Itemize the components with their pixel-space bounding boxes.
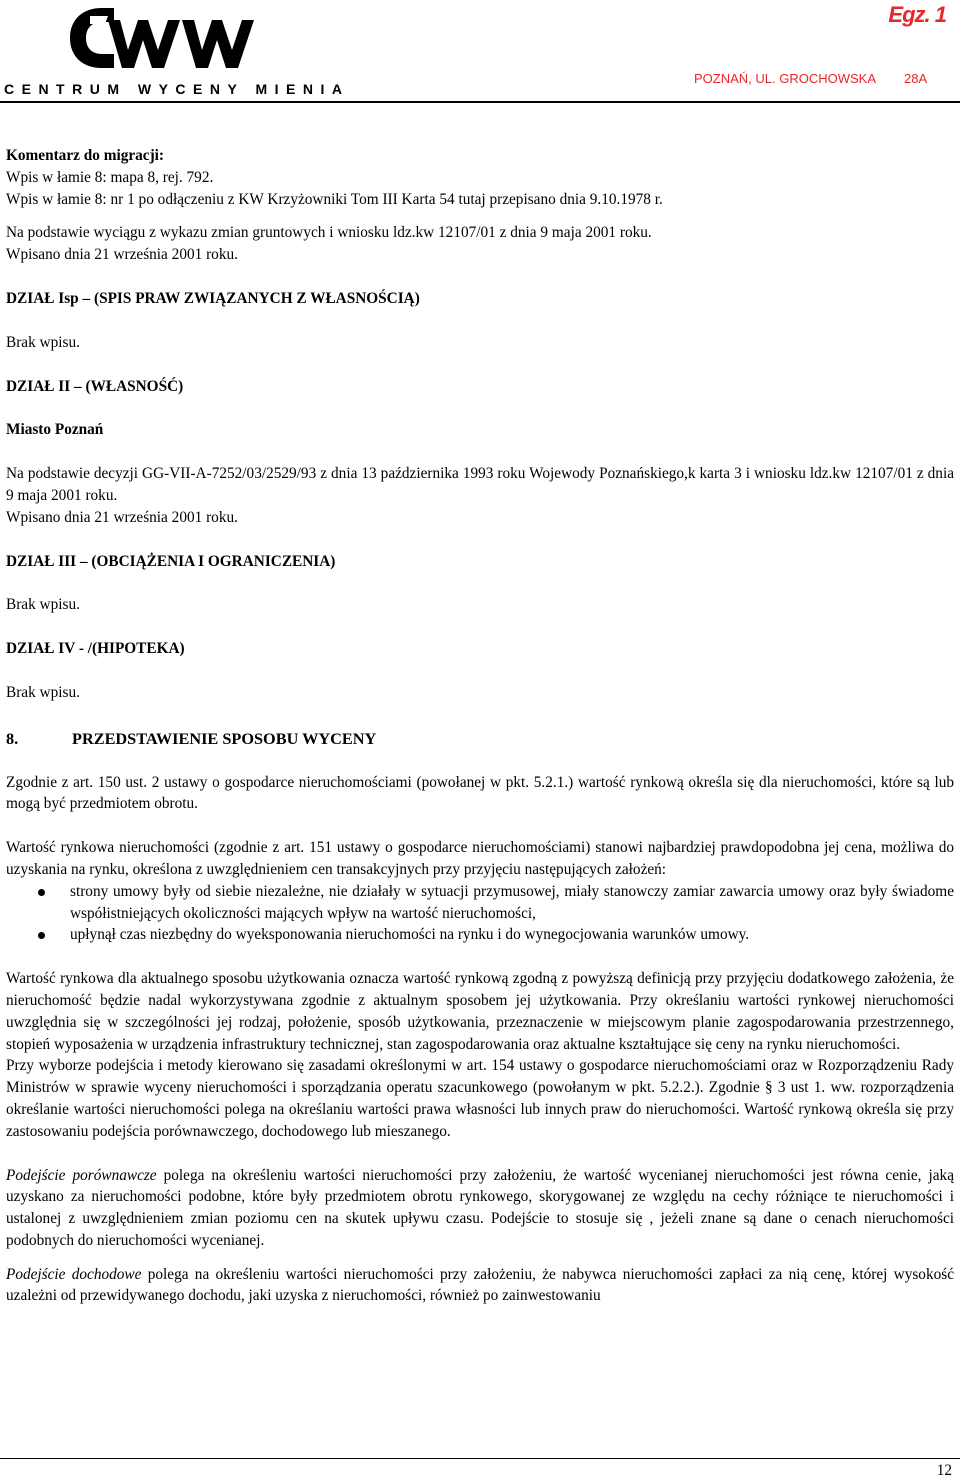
section-heading-iv: DZIAŁ IV - /(HIPOTEKA) [6,640,185,658]
paragraph: Zgodnie z art. 150 ust. 2 ustawy o gospodarce nieruchomościami (powołanej w pkt. 5.2.1.) wartość rynkową określa się dla nieruchomości, które są lub mogą być przedmiotem obrotu. [6,773,954,813]
paragraph: Wartość rynkowa dla aktualnego sposobu użytkowania oznacza wartość rynkową zgodną z powyższą definicją przy przyjęciu dodatkowego założenia, że nieruchomość będzie nadal wykorzystywana zgodnie z aktualnym sposobem jej użytkowania. Przy określaniu wartości rynkowej nieruchomości uwzględnia się w szczególności jej rodzaj, położenie, sposób użytkowania, przeznaczenie w miejscowym planie zagospodarowania przestrzennego, stopień wyposażenia w urządzenia infrastruktury technicznej, stan zagospodarowania oraz aktualne kształtujące się ceny na rynku nieruchomości. [6,970,954,1053]
section-text-iii: Brak wpisu. [6,596,80,614]
brand-name: CENTRUM WYCENY MIENIA [4,81,350,97]
migration-line: Wpis w łamie 8: nr 1 po odłączeniu z KW Krzyżowniki Tom III Karta 54 tutaj przepisano dnia 9.10.1978 r. [6,190,663,208]
section-heading-ii: DZIAŁ II – (WŁASNOŚĆ) [6,377,184,395]
list-item: strony umowy były od siebie niezależne, nie działały w sytuacji przymusowej, miały stanowczy zamiar zawarcia umowy oraz były świadome współistniejących okoliczności mających wpływ na wartość nieruchomości, [6,881,954,925]
owner-name: Miasto Poznań [6,421,104,439]
section-heading-isp: DZIAŁ Isp – (SPIS PRAW ZWIĄZANYCH Z WŁASNOŚCIĄ) [6,289,420,307]
term-income: Podejście dochodowe [6,1265,142,1283]
term-comparative: Podejście porównawcze [6,1166,157,1184]
bullet-icon [38,889,45,896]
migration-line: Wpisano dnia 21 września 2001 roku. [6,246,238,264]
page-header [0,0,960,100]
list-item: upłynął czas niezbędny do wyeksponowania nieruchomości na rynku i do wynegocjowania warunków umowy. [6,924,954,946]
migration-line: Wpis w łamie 8: mapa 8, rej. 792. [6,168,214,186]
exhibit-label: Egz. 1 [888,2,946,27]
paragraph: Przy wyborze podejścia i metody kierowano się zasadami określonymi w art. 154 ustawy o gospodarce nieruchomościami oraz w Rozporządzeniu Rady Ministrów w sprawie wyceny nieruchomości i sporządzania operatu szacunkowego (powołanym w pkt. 5.2.2.). Zgodnie § 3 ust 1. ww. rozporządzenia określanie wartości nieruchomości polega na określaniu wartości prawa własności lub innych praw do nieruchomości. Wartość rynkową określa się przy zastosowaniu podejścia porównawczego, dochodowego lub mieszanego. [6,1057,954,1140]
page-number: 12 [936,1462,952,1479]
cwm-logo-icon [68,6,266,70]
section-text-iv: Brak wpisu. [6,683,80,701]
migration-title: Komentarz do migracji: [6,147,165,164]
migration-line: Na podstawie wyciągu z wykazu zmian gruntowych i wniosku ldz.kw 12107/01 z dnia 9 maja 2001 roku. [6,224,652,242]
document-body [6,145,954,1307]
chapter-number: 8. [6,728,19,748]
chapter-title: PRZEDSTAWIENIE SPOSOBU WYCENY [72,728,377,748]
chapter-heading [6,728,954,750]
section-heading-iii: DZIAŁ III – (OBCIĄŻENIA I OGRANICZENIA) [6,552,336,570]
paragraph-comparative: Podejście porównawcze polega na określeniu wartości nieruchomości przy założeniu, że wartość wycenianej nieruchomości jest równa cenie, jaką uzyskano za nieruchomości podobne, które były przedmiotem obrotu rynkowego, skorygowanej ze względu na cechy różniące te nieruchomości i ustalonej z uwzględnieniem zmian poziomu cen na skutek upływu czasu. Podejście to stosuje się , jeżeli znane są dane o cenach nieruchomości podobnych do nieruchomości wycenianej. [6,1166,954,1249]
header-divider [0,101,960,103]
paragraph: Wartość rynkowa nieruchomości (zgodnie z art. 151 ustawy o gospodarce nieruchomościami) stanowi najbardziej prawdopodobna jej cena, możliwa do uzyskania na rynku, określona z uwzględnieniem cen transakcyjnych przy przyjęciu następujących założeń: [6,839,954,878]
section-text-ii: Na podstawie decyzji GG-VII-A-7252/03/2529/93 z dnia 13 października 1993 roku Wojewody Poznańskiego,k karta 3 i wniosku ldz.kw 12107/01 z dnia 9 maja 2001 roku. [6,465,954,504]
address-street: POZNAŃ, UL. GROCHOWSKA [694,71,877,86]
address-number: 28A [904,71,928,86]
bullet-icon [38,932,45,939]
company-address [694,71,927,86]
paragraph-income: Podejście dochodowe polega na określeniu wartości nieruchomości przy założeniu, że nabywca nieruchomości zapłaci za nią cenę, której wysokość uzależni od przewidywanego dochodu, jaki uzyska z nieruchomości, również po zainwestowaniu [6,1265,954,1305]
section-date-ii: Wpisano dnia 21 września 2001 roku. [6,508,238,526]
assumptions-list [6,881,954,946]
section-text-isp: Brak wpisu. [6,333,80,351]
footer-divider [0,1458,960,1459]
